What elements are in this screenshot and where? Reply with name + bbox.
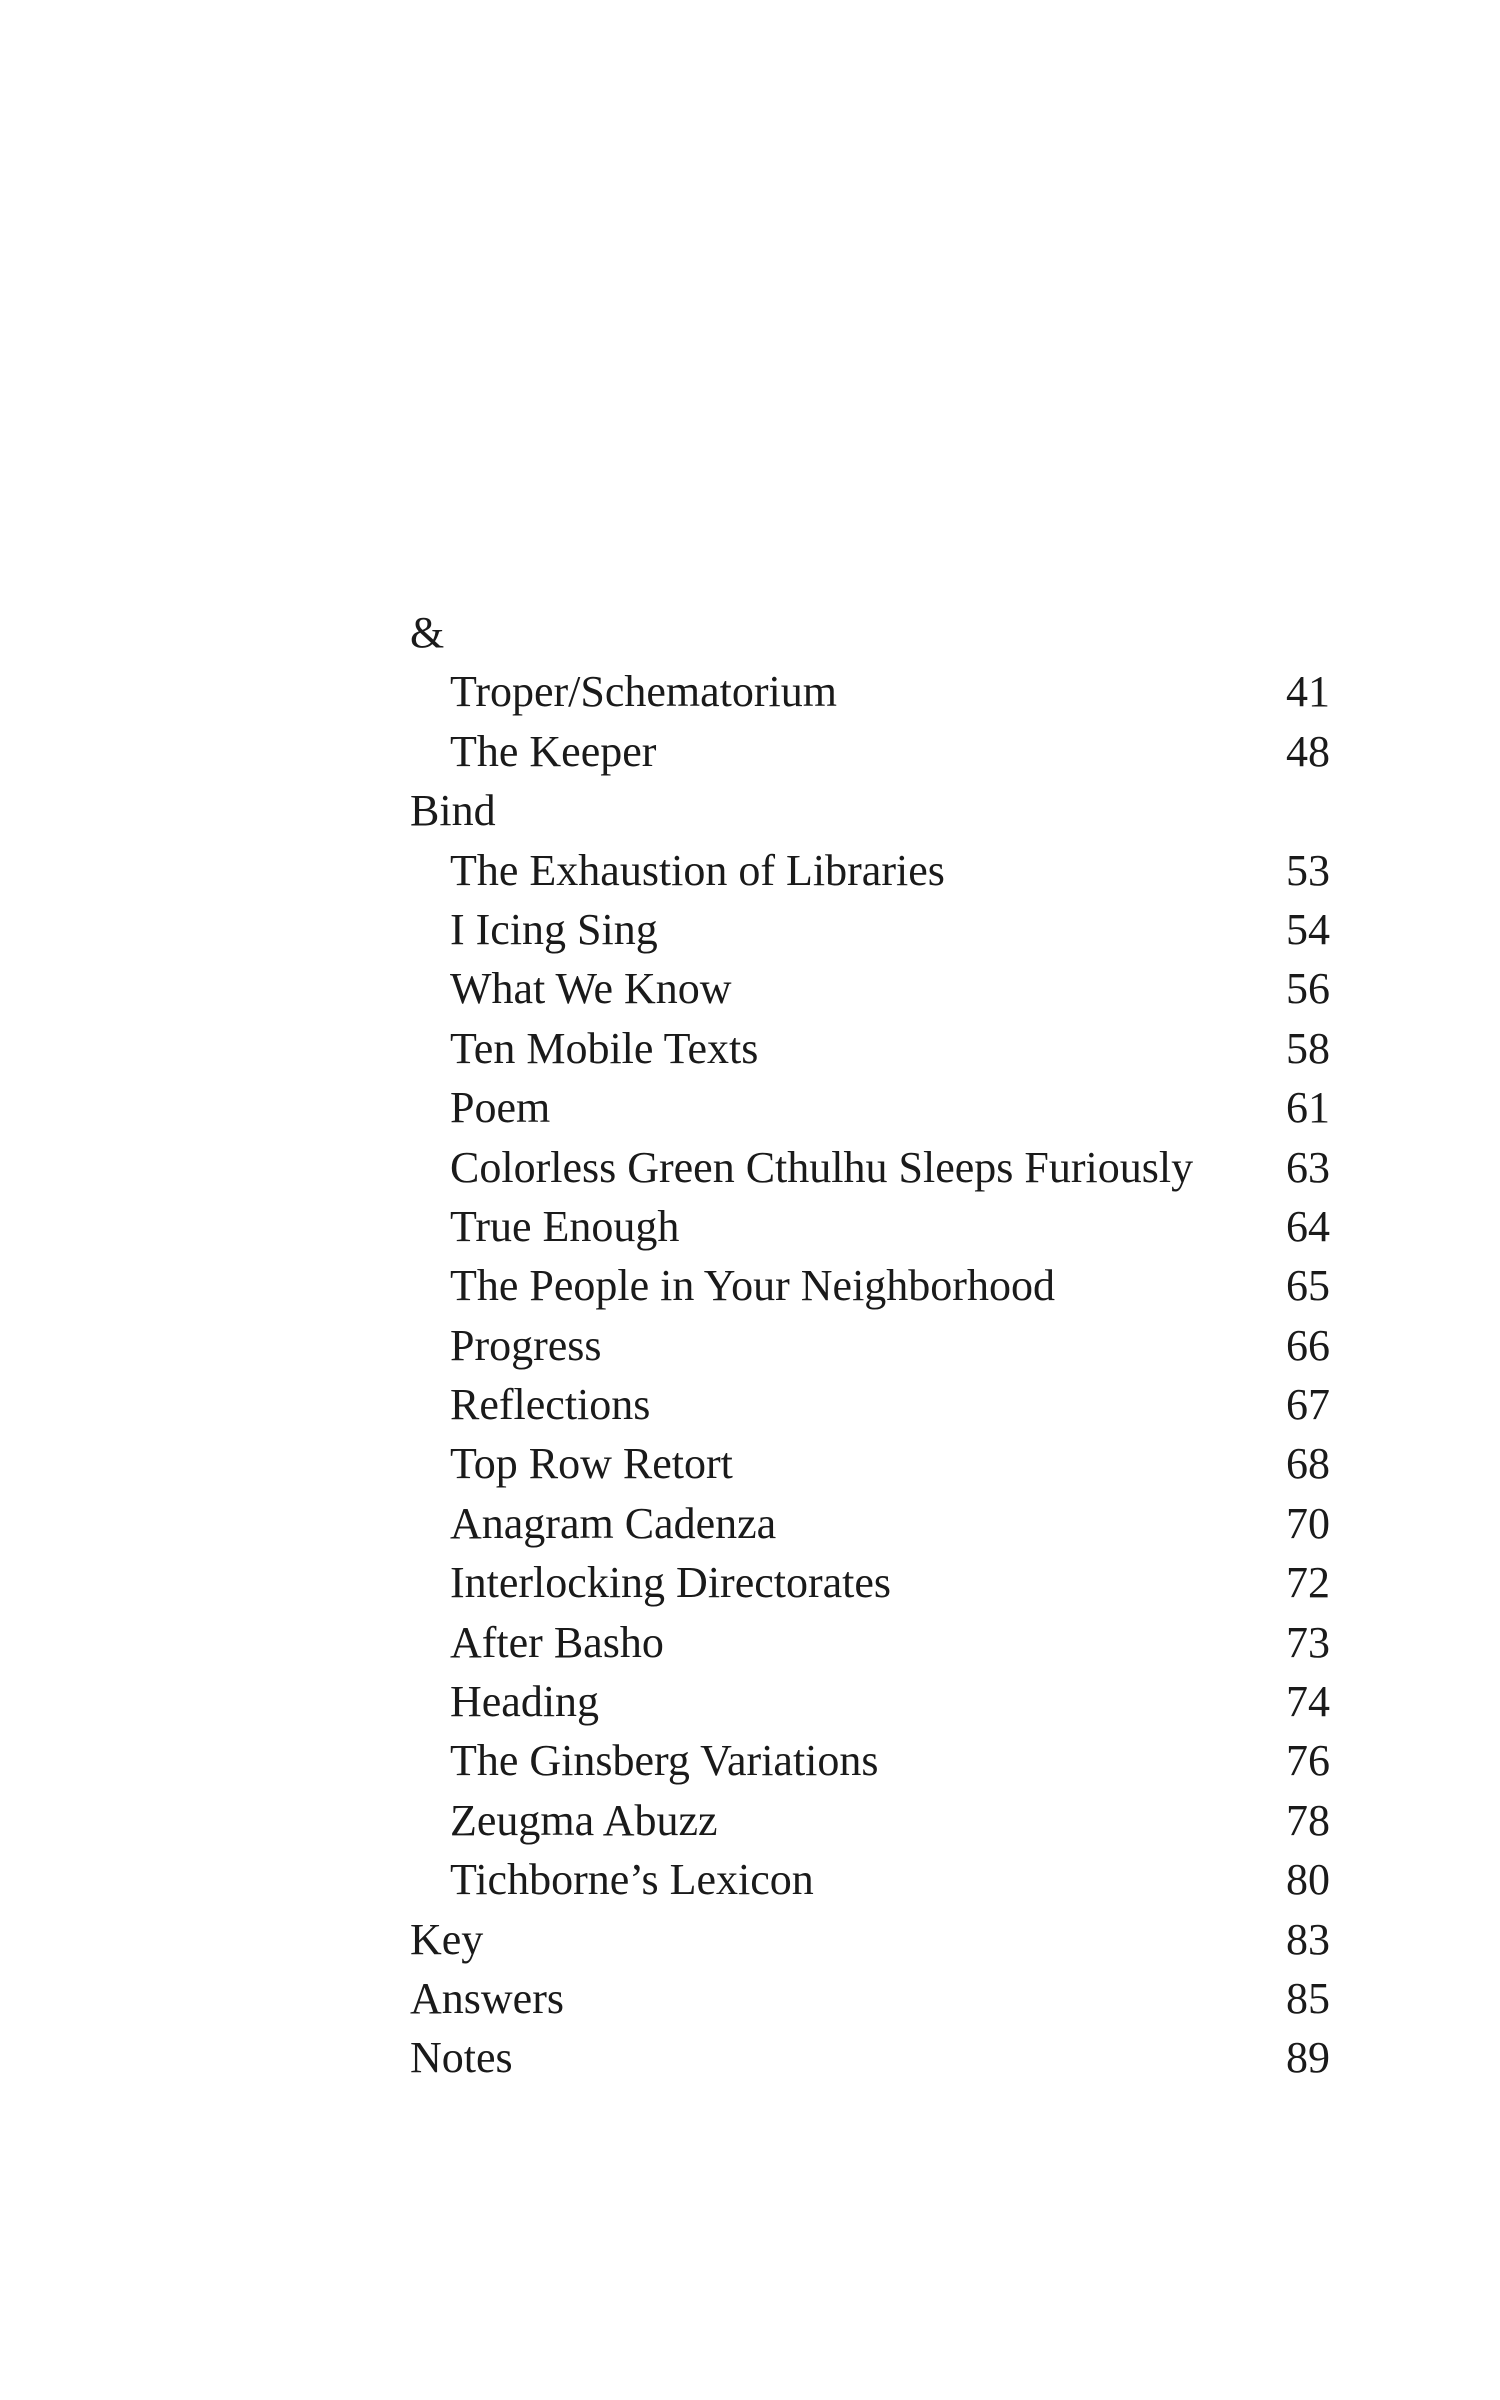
toc-entry-title: Poem	[450, 1083, 551, 1133]
toc-entry-key[interactable]	[410, 1910, 1330, 1969]
toc-entry-ten-mobile-texts[interactable]	[410, 1019, 1330, 1078]
toc-entry-title: I Icing Sing	[450, 904, 658, 954]
toc-entry-title: Zeugma Abuzz	[450, 1795, 718, 1845]
toc-entry-title: Reflections	[450, 1380, 651, 1430]
toc-entry-zeugma-abuzz[interactable]	[410, 1791, 1330, 1850]
toc-entry-page: 63	[1286, 1142, 1330, 1192]
toc-entry-title: Interlocking Directorates	[450, 1558, 892, 1608]
toc-entry-troper-schematorium[interactable]	[410, 662, 1330, 721]
toc-entry-title: True Enough	[450, 1201, 680, 1251]
toc-entry-interlocking-directorates[interactable]	[410, 1553, 1330, 1612]
toc-entry-title: Key	[410, 1914, 484, 1964]
toc-section-bind	[410, 781, 1330, 840]
toc-entry-anagram-cadenza[interactable]	[410, 1494, 1330, 1553]
toc-entry-page: 70	[1286, 1498, 1330, 1548]
toc-entry-page: 89	[1286, 2033, 1330, 2083]
toc-entry-page: 85	[1286, 1973, 1330, 2023]
toc-entry-poem[interactable]	[410, 1078, 1330, 1137]
toc-entry-people-in-your-neighborhood[interactable]	[410, 1256, 1330, 1315]
toc-entry-title: Bind	[410, 786, 496, 836]
toc-entry-colorless-green-cthulhu[interactable]	[410, 1138, 1330, 1197]
toc-entry-title: Notes	[410, 2033, 513, 2083]
toc-entry-page: 68	[1286, 1439, 1330, 1489]
toc-entry-title: Colorless Green Cthulhu Sleeps Furiously	[450, 1142, 1194, 1192]
toc-entry-the-keeper[interactable]	[410, 722, 1330, 781]
toc-entry-title: Tichborne’s Lexicon	[450, 1855, 814, 1905]
toc-entry-page: 58	[1286, 1023, 1330, 1073]
toc-entry-title: After Basho	[450, 1617, 664, 1667]
toc-entry-title: The Keeper	[450, 726, 657, 776]
toc-entry-page: 61	[1286, 1083, 1330, 1133]
toc-entry-after-basho[interactable]	[410, 1613, 1330, 1672]
toc-entry-page: 72	[1286, 1558, 1330, 1608]
toc-entry-exhaustion-of-libraries[interactable]	[410, 841, 1330, 900]
toc-entry-title: The People in Your Neighborhood	[450, 1261, 1055, 1311]
toc-entry-title: Heading	[450, 1677, 600, 1727]
toc-entry-page: 74	[1286, 1677, 1330, 1727]
toc-entry-title: Troper/Schematorium	[450, 667, 837, 717]
toc-entry-notes[interactable]	[410, 2028, 1330, 2087]
toc-entry-tichbornes-lexicon[interactable]	[410, 1850, 1330, 1909]
toc-entry-i-icing-sing[interactable]	[410, 900, 1330, 959]
toc-entry-heading[interactable]	[410, 1672, 1330, 1731]
toc-entry-page: 73	[1286, 1617, 1330, 1667]
toc-entry-page: 80	[1286, 1855, 1330, 1905]
toc-entry-title: The Ginsberg Variations	[450, 1736, 879, 1786]
toc-entry-title: Anagram Cadenza	[450, 1498, 777, 1548]
toc-entry-page: 56	[1286, 964, 1330, 1014]
toc-entry-page: 78	[1286, 1795, 1330, 1845]
toc-entry-page: 48	[1286, 726, 1330, 776]
toc-entry-title: What We Know	[450, 964, 732, 1014]
toc-entry-true-enough[interactable]	[410, 1197, 1330, 1256]
toc-entry-page: 65	[1286, 1261, 1330, 1311]
toc-section-ampersand	[410, 603, 1330, 662]
toc-entry-page: 64	[1286, 1201, 1330, 1251]
toc-entry-title: The Exhaustion of Libraries	[450, 845, 945, 895]
toc-entry-page: 41	[1286, 667, 1330, 717]
toc-entry-title: Top Row Retort	[450, 1439, 733, 1489]
toc-entry-page: 53	[1286, 845, 1330, 895]
table-of-contents	[410, 603, 1330, 2088]
toc-entry-page: 67	[1286, 1380, 1330, 1430]
toc-entry-page: 76	[1286, 1736, 1330, 1786]
toc-entry-reflections[interactable]	[410, 1375, 1330, 1434]
toc-entry-title: Progress	[450, 1320, 602, 1370]
toc-entry-title: &	[410, 608, 445, 657]
toc-entry-ginsberg-variations[interactable]	[410, 1731, 1330, 1790]
toc-entry-title: Answers	[410, 1973, 564, 2023]
toc-entry-title: Ten Mobile Texts	[450, 1023, 759, 1073]
toc-entry-page: 83	[1286, 1914, 1330, 1964]
toc-entry-progress[interactable]	[410, 1316, 1330, 1375]
toc-entry-top-row-retort[interactable]	[410, 1434, 1330, 1493]
toc-entry-page: 54	[1286, 904, 1330, 954]
toc-entry-page: 66	[1286, 1320, 1330, 1370]
toc-entry-what-we-know[interactable]	[410, 959, 1330, 1018]
toc-entry-answers[interactable]	[410, 1969, 1330, 2028]
